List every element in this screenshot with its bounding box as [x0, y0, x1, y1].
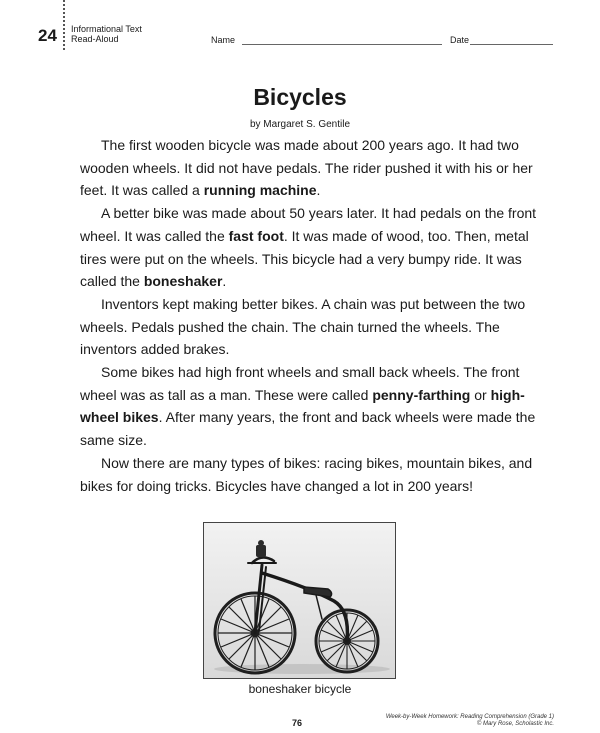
section-label: [71, 24, 142, 44]
article-body: [80, 134, 550, 497]
text-run: The first wooden bicycle was made about 200 years ago. It had two wooden wheels. It did not have pedals. The rider pushed it with his or her feet. It was called a: [80, 137, 533, 199]
boneshaker-photo: [203, 522, 396, 679]
vocab-term: boneshaker: [143, 273, 223, 290]
dotted-divider: [63, 0, 65, 50]
page-number: 24: [38, 26, 57, 45]
article-byline: by Margaret S. Gentile: [249, 119, 351, 130]
credit-line1: Week-by-Week Homework: Reading Comprehension (Grade 1): [385, 714, 554, 720]
text-run: . After many years, the front and back wheels were made the same size.: [80, 409, 536, 449]
paragraph: [80, 293, 550, 361]
text-run: Some bikes had high front wheels and small back wheels. The front wheel was as tall as a man. These were called: [80, 364, 520, 403]
vocab-term: high-wheel bikes: [80, 386, 525, 426]
text-run: .: [316, 182, 321, 199]
date-label: Date: [450, 35, 470, 45]
paragraph: [80, 452, 550, 497]
vocab-term: fast foot: [228, 227, 284, 244]
page-header: [0, 0, 600, 50]
vocab-term: running machine: [203, 182, 317, 199]
article-title: Bicycles: [253, 84, 347, 110]
name-field-line: [242, 44, 442, 45]
figure-caption: boneshaker bicycle: [248, 682, 352, 696]
text-run: Inventors kept making better bikes. A chain was put between the two wheels. Pedals pushed the chain. The chain turned the wheels. The inventors added brakes.: [80, 295, 526, 358]
text-run: or: [470, 386, 491, 403]
section-label-line2: Read-Aloud: [71, 34, 119, 44]
section-label-line1: Informational Text: [71, 24, 142, 34]
text-run: Now there are many types of bikes: racing bikes, mountain bikes, and bikes for doing tricks. Bicycles have changed a lot in 200 years!: [80, 454, 533, 494]
paragraph: [80, 361, 550, 452]
footer-credit: [360, 714, 554, 728]
text-run: A better bike was made about 50 years later. It had pedals on the front wheel. It was called the: [80, 205, 537, 244]
paragraph: [80, 202, 550, 293]
date-field-line: [470, 44, 553, 45]
bicycle-illustration: [204, 523, 395, 678]
text-run: .: [222, 273, 227, 290]
footer-page-number: 76: [292, 718, 303, 728]
paragraph: [80, 134, 550, 202]
name-label: Name: [211, 35, 236, 45]
text-run: . It was made of wood, too. Then, metal tires were put on the wheels. This bicycle had a very bumpy ride. It was called the: [80, 227, 529, 290]
vocab-term: penny-farthing: [372, 386, 471, 403]
credit-line2: © Mary Rose, Scholastic Inc.: [476, 721, 554, 727]
